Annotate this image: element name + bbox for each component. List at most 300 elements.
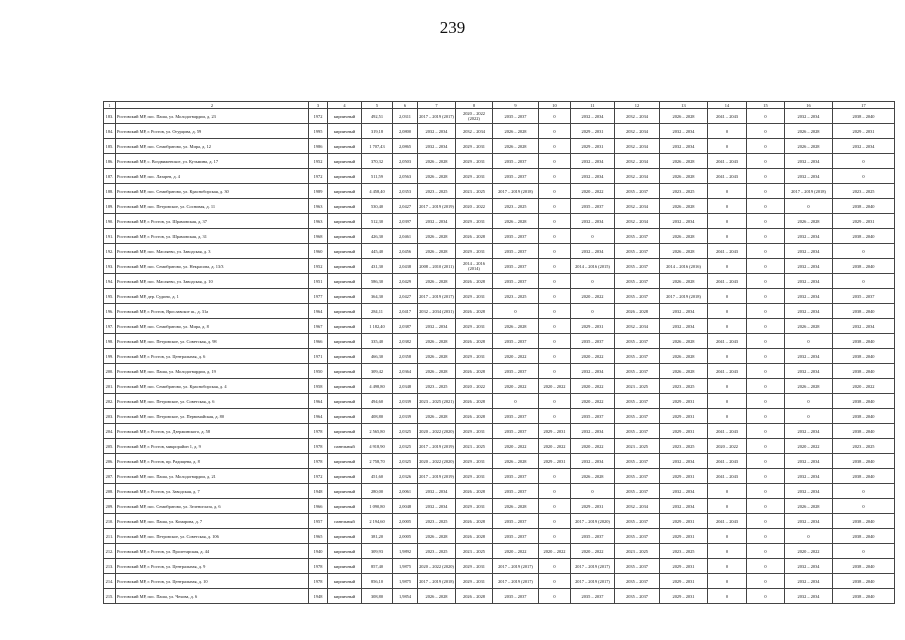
row-number: 195.	[104, 289, 116, 304]
table-cell: 2032 – 2034	[571, 169, 615, 184]
table-cell: 2032 – 2034	[615, 109, 660, 124]
table-cell: 2026 – 2028	[571, 469, 615, 484]
table-cell: 2041 – 2043	[708, 454, 747, 469]
table-cell: 2026 – 2028	[456, 484, 493, 499]
header-row	[104, 102, 895, 109]
address-cell: Ростовский МР, пос. Паша, ул. Чехова, д. 6	[116, 589, 309, 604]
table-cell: 0	[539, 139, 571, 154]
table-cell: 2029 – 2031	[660, 529, 708, 544]
table-cell: 1978	[309, 439, 328, 454]
address-cell: Ростовский МР, пос. Семибратово, ул. Мира, д. 8	[116, 319, 309, 334]
address-cell: Ростовский МР, г. Ростов, ул. Центральная, д. 10	[116, 574, 309, 589]
table-cell: 0	[539, 289, 571, 304]
table-cell: 0	[539, 154, 571, 169]
table-cell: 2026 – 2028	[418, 334, 456, 349]
table-cell: 2029 – 2031	[456, 244, 493, 259]
table-cell: 1978	[309, 424, 328, 439]
address-cell: Ростовский МР, пос. Семибратово, ул. Мира, д. 12	[116, 139, 309, 154]
table-cell: 2035 – 2037	[615, 259, 660, 274]
table-cell: 0	[571, 274, 615, 289]
address-cell: Ростовский МР, дер. Судино, д. 1	[116, 289, 309, 304]
table-cell: 0	[785, 529, 833, 544]
column-header: 17	[833, 102, 895, 109]
table-cell: 2020 – 2022 (2020)	[418, 559, 456, 574]
table-cell: 0	[539, 304, 571, 319]
table-cell: 2020 – 2022	[539, 379, 571, 394]
table-cell: 2,0397	[393, 214, 418, 229]
table-cell: 0	[708, 484, 747, 499]
table-cell: 0	[708, 349, 747, 364]
row-number: 207.	[104, 469, 116, 484]
row-number: 208.	[104, 484, 116, 499]
table-row	[104, 454, 895, 469]
table-cell: 2032 – 2034	[785, 274, 833, 289]
column-header: 2	[116, 102, 309, 109]
table-cell: 2029 – 2031	[660, 559, 708, 574]
table-cell: 2035 – 2037	[615, 514, 660, 529]
table-cell: кирпичный	[328, 139, 362, 154]
table-cell: 2026 – 2028	[493, 454, 539, 469]
table-cell: 0	[539, 109, 571, 124]
table-cell: 2023 – 2025	[660, 379, 708, 394]
row-number: 189.	[104, 199, 116, 214]
table-cell: 0	[493, 394, 539, 409]
table-cell: 1952	[309, 154, 328, 169]
table-cell: панельный	[328, 439, 362, 454]
address-cell: Ростовский МР, г. Ростов, ул. Дзержинского, д. 58	[116, 424, 309, 439]
table-cell: 2026 – 2028	[456, 529, 493, 544]
column-header: 5	[362, 102, 393, 109]
table-cell: 2020 – 2022	[571, 289, 615, 304]
table-cell: 2029 – 2031	[456, 559, 493, 574]
row-number: 192.	[104, 244, 116, 259]
table-cell: 2 194,60	[362, 514, 393, 529]
table-cell: 2023 – 2025 (2021)	[418, 394, 456, 409]
table-cell: 2035 – 2037	[615, 394, 660, 409]
table-cell: 2017 – 2019 (2018)	[493, 184, 539, 199]
table-cell: 2026 – 2028	[418, 274, 456, 289]
table-row	[104, 424, 895, 439]
table-cell: 2026 – 2028	[785, 319, 833, 334]
table-row	[104, 364, 895, 379]
table-cell: 2035 – 2037	[615, 469, 660, 484]
table-cell: 2035 – 2037	[615, 409, 660, 424]
table-cell: 308,80	[362, 589, 393, 604]
table-cell: 2032 – 2034	[833, 139, 895, 154]
table-cell: 2,0325	[393, 454, 418, 469]
table-cell: 0	[708, 139, 747, 154]
table-cell: 2035 – 2037	[615, 529, 660, 544]
table-cell: 2026 – 2028	[615, 304, 660, 319]
table-cell: 2017 – 2019 (2019)	[418, 439, 456, 454]
table-cell: 1948	[309, 484, 328, 499]
address-cell: Ростовский МР, г. Ростов, ул. Центральная, д. 9	[116, 559, 309, 574]
table-cell: 2020 – 2022	[785, 439, 833, 454]
table-cell: 2026 – 2028	[418, 229, 456, 244]
row-number: 190.	[104, 214, 116, 229]
table-cell: 0	[708, 394, 747, 409]
table-cell: 2020 – 2022	[571, 184, 615, 199]
table-row	[104, 379, 895, 394]
row-number: 198.	[104, 334, 116, 349]
table-cell: 2023 – 2025	[456, 184, 493, 199]
table-cell: кирпичный	[328, 454, 362, 469]
column-header: 15	[747, 102, 785, 109]
table-cell: 2029 – 2031	[456, 289, 493, 304]
table-cell: 2035 – 2037	[493, 514, 539, 529]
table-cell: 2035 – 2037	[493, 229, 539, 244]
table-cell: 2032 – 2034	[785, 514, 833, 529]
table-cell: 1,9854	[393, 589, 418, 604]
table-cell: 4 498,80	[362, 379, 393, 394]
table-row	[104, 184, 895, 199]
table-cell: 2035 – 2037	[615, 424, 660, 439]
table-cell: 0	[747, 289, 785, 304]
column-header: 4	[328, 102, 362, 109]
table-cell: 0	[785, 199, 833, 214]
table-cell: 2026 – 2028	[660, 334, 708, 349]
table-cell: 2017 – 2019 (2018)	[418, 574, 456, 589]
address-cell: Ростовский МР, г. Ростов, ул. Пролетарская, д. 44	[116, 544, 309, 559]
address-cell: Ростовский МР, пос. Семибратово, ул. Красноборская, д. 30	[116, 184, 309, 199]
table-cell: 530,40	[362, 199, 393, 214]
table-cell: 2023 – 2025	[660, 184, 708, 199]
row-number: 212.	[104, 544, 116, 559]
table-cell: 2029 – 2031	[456, 154, 493, 169]
table-cell: 2038 – 2040	[833, 364, 895, 379]
table-cell: 2023 – 2025	[493, 289, 539, 304]
table-cell: 2032 – 2034	[785, 349, 833, 364]
row-number: 197.	[104, 319, 116, 334]
table-cell: 2,0339	[393, 409, 418, 424]
table-row	[104, 409, 895, 424]
row-number: 211.	[104, 529, 116, 544]
table-cell: 1948	[309, 589, 328, 604]
table-cell: 2026 – 2028	[785, 214, 833, 229]
table-cell: 2032 – 2034	[660, 304, 708, 319]
table-cell: 2,0311	[393, 109, 418, 124]
table-row	[104, 529, 895, 544]
table-cell: 1964	[309, 304, 328, 319]
column-header: 13	[660, 102, 708, 109]
table-row	[104, 274, 895, 289]
table-cell: кирпичный	[328, 544, 362, 559]
table-cell: 2041 – 2043	[708, 469, 747, 484]
table-cell: кирпичный	[328, 484, 362, 499]
table-cell: 2,0005	[393, 514, 418, 529]
table-cell: 2029 – 2031	[539, 424, 571, 439]
table-cell: 2,0005	[393, 529, 418, 544]
table-cell: кирпичный	[328, 379, 362, 394]
table-cell: кирпичный	[328, 319, 362, 334]
table-cell: 2017 – 2019 (2019)	[418, 199, 456, 214]
table-cell: 2032 – 2034	[571, 424, 615, 439]
table-cell: кирпичный	[328, 109, 362, 124]
table-cell: 2035 – 2037	[615, 334, 660, 349]
table-row	[104, 574, 895, 589]
table-cell: 2032 – 2034	[418, 484, 456, 499]
table-cell: 2023 – 2025	[615, 544, 660, 559]
table-cell: 0	[747, 529, 785, 544]
table-cell: 2041 – 2043	[708, 364, 747, 379]
table-cell: 2026 – 2028	[785, 499, 833, 514]
table-cell: 0	[747, 109, 785, 124]
table-cell: 2029 – 2031	[660, 409, 708, 424]
table-cell: 2029 – 2031	[456, 319, 493, 334]
table-cell: 586,30	[362, 274, 393, 289]
table-cell: 0	[747, 244, 785, 259]
table-cell: 1,9875	[393, 559, 418, 574]
table-cell: 2020 – 2022	[571, 349, 615, 364]
table-cell: 2035 – 2037	[493, 274, 539, 289]
table-cell: 445,40	[362, 244, 393, 259]
table-cell: кирпичный	[328, 499, 362, 514]
table-row	[104, 394, 895, 409]
table-cell: 0	[539, 259, 571, 274]
table-row	[104, 289, 895, 304]
table-cell: 0	[747, 229, 785, 244]
table-cell: кирпичный	[328, 364, 362, 379]
table-cell: 0	[747, 169, 785, 184]
table-cell: 2032 – 2034	[660, 499, 708, 514]
table-cell: 2023 – 2025	[615, 439, 660, 454]
row-number: 183.	[104, 109, 116, 124]
table-cell: 2035 – 2037	[615, 484, 660, 499]
table-cell: 0	[708, 304, 747, 319]
table-cell: 2032 – 2034	[660, 319, 708, 334]
table-cell: 0	[747, 484, 785, 499]
table-cell: 0	[747, 139, 785, 154]
table-cell: 2029 – 2031	[456, 169, 493, 184]
table-cell: 2020 – 2022	[571, 379, 615, 394]
table-cell: 0	[747, 514, 785, 529]
table-cell: 2,0353	[393, 184, 418, 199]
table-cell: 2035 – 2037	[571, 409, 615, 424]
table-cell: 1 090,80	[362, 499, 393, 514]
table-cell: 2,0461	[393, 229, 418, 244]
table-cell: 309,42	[362, 364, 393, 379]
table-cell: 0	[708, 574, 747, 589]
row-number: 200.	[104, 364, 116, 379]
table-cell: 2035 – 2037	[615, 229, 660, 244]
table-cell: 284,11	[362, 304, 393, 319]
table-cell: 0	[747, 454, 785, 469]
table-cell: 0	[539, 529, 571, 544]
table-cell: 2026 – 2028	[456, 409, 493, 424]
table-cell: 2020 – 2022	[571, 544, 615, 559]
table-cell: 2032 – 2034	[833, 319, 895, 334]
table-cell: 2029 – 2031	[571, 139, 615, 154]
table-cell: кирпичный	[328, 154, 362, 169]
table-cell: 0	[539, 574, 571, 589]
table-cell: 0	[708, 199, 747, 214]
table-cell: 2029 – 2031	[456, 139, 493, 154]
table-cell: 2041 – 2043	[708, 244, 747, 259]
table-cell: 2029 – 2031	[456, 574, 493, 589]
table-cell: 2023 – 2025	[418, 184, 456, 199]
table-cell: 2023 – 2025	[660, 544, 708, 559]
table-cell: 2020 – 2022	[571, 439, 615, 454]
column-header: 7	[418, 102, 456, 109]
table-cell: 0	[539, 409, 571, 424]
table-row	[104, 319, 895, 334]
table-cell: кирпичный	[328, 214, 362, 229]
table-cell: 0	[539, 334, 571, 349]
address-cell: Ростовский МР, г. Ростов, ул. Шрамовская, д. 31	[116, 229, 309, 244]
table-cell: кирпичный	[328, 244, 362, 259]
table-cell: 2020 – 2022	[571, 394, 615, 409]
table-cell: 2032 – 2034	[785, 259, 833, 274]
table-cell: 0	[747, 319, 785, 334]
table-cell: 0	[747, 259, 785, 274]
table-cell: 2026 – 2028	[493, 319, 539, 334]
table-cell: 2035 – 2037	[833, 289, 895, 304]
table-cell: кирпичный	[328, 124, 362, 139]
table-cell: 2032 – 2034	[785, 154, 833, 169]
table-cell: 2032 – 2034	[418, 214, 456, 229]
table-cell: 2017 – 2019 (2018)	[785, 184, 833, 199]
address-cell: Ростовский МР, с. Воздвиженское, ул. Кузьмина, д. 17	[116, 154, 309, 169]
table-cell: 1972	[309, 109, 328, 124]
table-cell: 1,9875	[393, 574, 418, 589]
table-cell: 2026 – 2028	[660, 349, 708, 364]
column-header: 6	[393, 102, 418, 109]
row-number: 213.	[104, 559, 116, 574]
table-row	[104, 169, 895, 184]
column-header: 9	[493, 102, 539, 109]
table-cell: 1978	[309, 574, 328, 589]
table-cell: 2,0048	[393, 499, 418, 514]
table-cell: 2041 – 2043	[708, 169, 747, 184]
table-cell: 2026 – 2028	[456, 304, 493, 319]
table-cell: кирпичный	[328, 409, 362, 424]
table-cell: 2,0503	[393, 154, 418, 169]
table-cell: 2029 – 2031	[660, 589, 708, 604]
address-cell: Ростовский МР, пос. Масляево, ул. Заводская, д. 10	[116, 274, 309, 289]
table-cell: 2029 – 2031	[833, 214, 895, 229]
address-cell: Ростовский МР, г. Ростов, пр. Радищева, д. 8	[116, 454, 309, 469]
table-cell: 0	[833, 274, 895, 289]
table-cell: 2,0325	[393, 439, 418, 454]
table-cell: 2038 – 2040	[833, 259, 895, 274]
table-cell: 2,0387	[393, 319, 418, 334]
table-cell: 2029 – 2031	[571, 319, 615, 334]
table-cell: 2029 – 2031	[456, 424, 493, 439]
table-cell: 2 758,70	[362, 454, 393, 469]
table-cell: 0	[539, 199, 571, 214]
row-number: 206.	[104, 454, 116, 469]
table-cell: 2026 – 2028	[660, 154, 708, 169]
table-cell: кирпичный	[328, 529, 362, 544]
table-cell: 2026 – 2028	[785, 124, 833, 139]
table-cell: 2032 – 2034	[785, 289, 833, 304]
address-cell: Ростовский МР, г. Ростов, ул. Шрамовская, д. 37	[116, 214, 309, 229]
table-cell: 2,0348	[393, 379, 418, 394]
table-cell: 2020 – 2022	[785, 544, 833, 559]
table-cell: 2020 – 2022	[539, 544, 571, 559]
table-cell: 0	[539, 169, 571, 184]
table-cell: 2038 – 2040	[833, 394, 895, 409]
table-cell: 2023 – 2025	[456, 439, 493, 454]
table-cell: 0	[539, 184, 571, 199]
table-cell: 408,80	[362, 409, 393, 424]
table-cell: 0	[747, 124, 785, 139]
table-cell: 2020 – 2022	[833, 379, 895, 394]
table-cell: 2020 – 2022 (2020)	[418, 424, 456, 439]
table-cell: 2026 – 2028	[418, 364, 456, 379]
table-cell: 2035 – 2037	[615, 244, 660, 259]
table-cell: 1940	[309, 544, 328, 559]
table-cell: 2038 – 2040	[833, 424, 895, 439]
table-row	[104, 244, 895, 259]
table-cell: 0	[747, 394, 785, 409]
table-cell: 2023 – 2025	[833, 439, 895, 454]
table-cell: 2041 – 2043	[708, 274, 747, 289]
repair-schedule-table	[103, 101, 895, 604]
table-cell: 2,0563	[393, 169, 418, 184]
table-cell: 0	[833, 244, 895, 259]
table-cell: 0	[747, 574, 785, 589]
table-cell: 0	[539, 559, 571, 574]
table-cell: 2,0865	[393, 139, 418, 154]
address-cell: Ростовский МР, пос. Петровское, ул. Первомайская, д. 80	[116, 409, 309, 424]
table-cell: 2035 – 2037	[493, 109, 539, 124]
table-cell: 2014 – 2016 (2016)	[660, 259, 708, 274]
table-cell: 0	[708, 409, 747, 424]
table-cell: 2038 – 2040	[833, 574, 895, 589]
table-cell: 0	[747, 199, 785, 214]
table-cell: 0	[539, 244, 571, 259]
table-cell: 2032 – 2034	[615, 214, 660, 229]
table-cell: 0	[747, 349, 785, 364]
table-cell: 2026 – 2028	[456, 229, 493, 244]
table-cell: 2023 – 2025	[418, 544, 456, 559]
row-number: 185.	[104, 139, 116, 154]
table-cell: 2,0325	[393, 424, 418, 439]
table-cell: 2029 – 2031	[456, 469, 493, 484]
table-cell: 2017 – 2019 (2017)	[493, 559, 539, 574]
table-cell: 2038 – 2040	[833, 409, 895, 424]
row-number: 204.	[104, 424, 116, 439]
table-cell: 2029 – 2031	[456, 499, 493, 514]
row-number: 184.	[104, 124, 116, 139]
row-number: 194.	[104, 274, 116, 289]
table-cell: 2038 – 2040	[833, 229, 895, 244]
table-cell: 2035 – 2037	[493, 244, 539, 259]
table-cell: 2035 – 2037	[571, 589, 615, 604]
row-number: 199.	[104, 349, 116, 364]
table-cell: 364,30	[362, 289, 393, 304]
table-cell: 0	[708, 124, 747, 139]
table-cell: 2029 – 2031	[660, 394, 708, 409]
address-cell: Ростовский МР, пос. Семибратово, ул. Зеленоглаза, д. 6	[116, 499, 309, 514]
table-cell: кирпичный	[328, 274, 362, 289]
table-cell: 0	[708, 379, 747, 394]
address-cell: Ростовский МР, г. Ростов, Ярославское ш., д. 31а	[116, 304, 309, 319]
row-number: 209.	[104, 499, 116, 514]
table-row	[104, 139, 895, 154]
table-cell: 511,59	[362, 169, 393, 184]
table-cell: 280,00	[362, 484, 393, 499]
table-row	[104, 349, 895, 364]
address-cell: Ростовский МР, пос. Масляево, ул. Заводская, д. 3	[116, 244, 309, 259]
table-cell: 2 565,80	[362, 424, 393, 439]
table-cell: 2026 – 2028	[418, 349, 456, 364]
table-cell: 1966	[309, 499, 328, 514]
table-cell: 2029 – 2031	[660, 424, 708, 439]
table-cell: 1 182,40	[362, 319, 393, 334]
table-cell: 2038 – 2040	[833, 349, 895, 364]
